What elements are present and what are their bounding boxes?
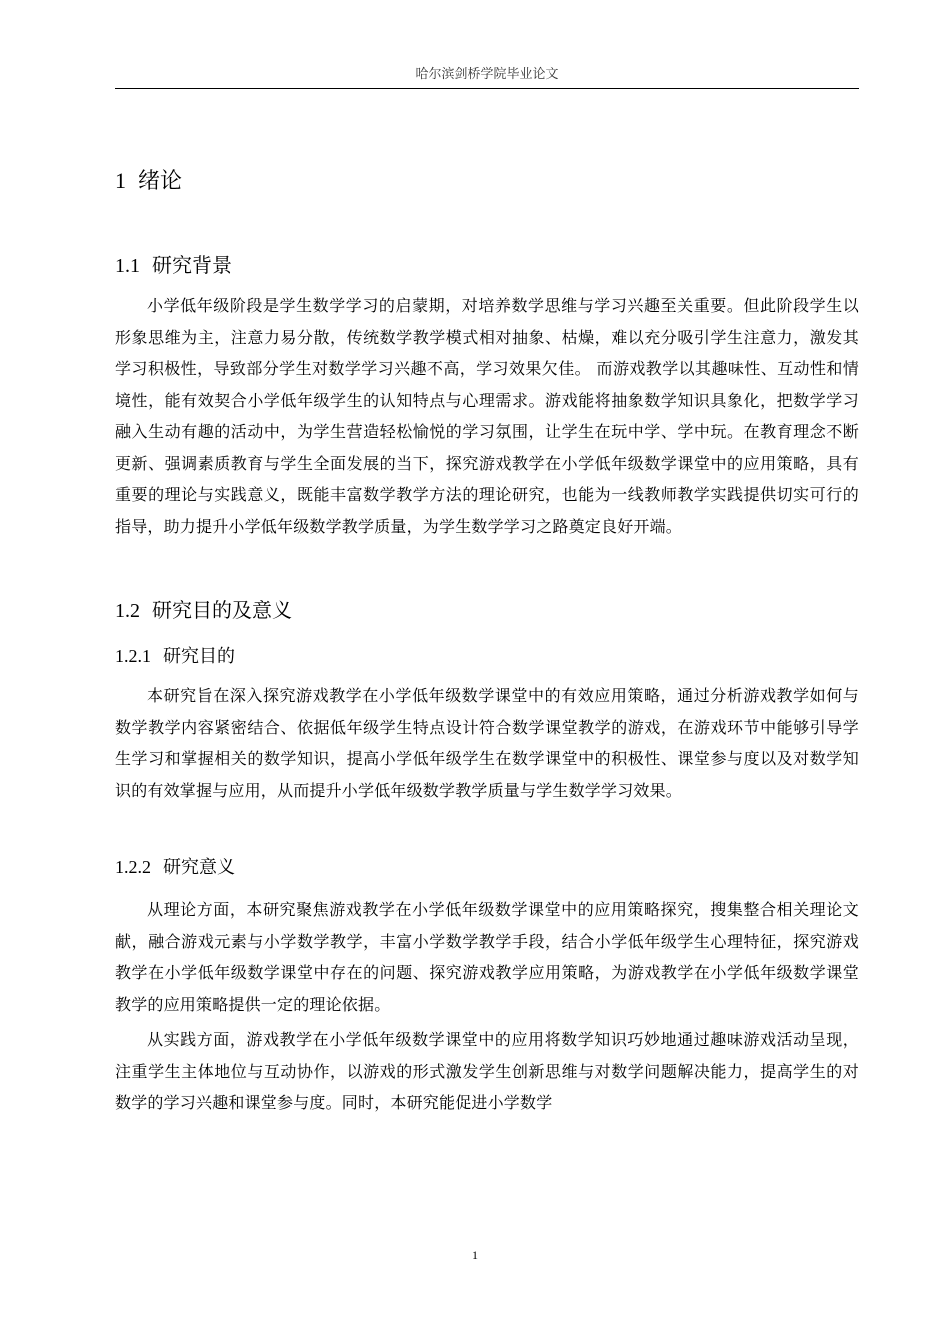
page-footer [0, 1248, 950, 1263]
heading-section-1-2-1 [115, 642, 235, 668]
heading-number: 1.2.1 [115, 646, 151, 666]
heading-number: 1.2.2 [115, 857, 151, 877]
paragraph-background: 小学低年级阶段是学生数学学习的启蒙期，对培养数学思维与学习兴趣至关重要。但此阶段学生以形象思维为主，注意力易分散，传统数学教学模式相对抽象、枯燥，难以充分吸引学生注意力，激发其学习积极性，导致部分学生对数学学习兴趣不高，学习效果欠佳。 而游戏教学以其趣味性、互动性和情境性，能有效契合小学低年级学生的认知特点与心理需求。游戏能将抽象数学知识具象化，把数学学习融入生动有趣的活动中，为学生营造轻松愉悦的学习氛围，让学生在玩中学、学中玩。在教育理念不断更新、强调素质教育与学生全面发展的当下，探究游戏教学在小学低年级数学课堂中的应用策略，具有重要的理论与实践意义，既能丰富数学教学方法的理论研究，也能为一线教师教学实践提供切实可行的指导，助力提升小学低年级数学教学质量，为学生数学学习之路奠定良好开端。 [115, 296, 859, 536]
paragraph-significance-practice: 从实践方面，游戏教学在小学低年级数学课堂中的应用将数学知识巧妙地通过趣味游戏活动呈现，注重学生主体地位与互动协作，以游戏的形式激发学生创新思维与对数学问题解决能力，提高学生的对数学的学习兴趣和课堂参与度。同时，本研究能促进小学数学 [115, 1030, 859, 1112]
heading-chapter-1 [115, 164, 182, 195]
heading-section-1-1 [115, 249, 232, 278]
paragraph-purpose: 本研究旨在深入探究游戏教学在小学低年级数学课堂中的有效应用策略，通过分析游戏教学如何与数学教学内容紧密结合、依据低年级学生特点设计符合数学课堂教学的游戏，在游戏环节中能够引导学生学习和掌握相关的数学知识，提高小学低年级学生在数学课堂中的积极性、课堂参与度以及对数学知识的有效掌握与应用，从而提升小学低年级数学教学质量与学生数学学习效果。 [115, 686, 859, 800]
header-title: 哈尔滨剑桥学院毕业论文 [415, 67, 559, 82]
heading-number: 1 [115, 168, 126, 193]
heading-title: 研究意义 [163, 857, 235, 878]
heading-number: 1.1 [115, 255, 140, 277]
page-header [115, 62, 859, 89]
heading-title: 研究目的 [163, 646, 235, 667]
paragraph-significance-theory: 从理论方面，本研究聚焦游戏教学在小学低年级数学课堂中的应用策略探究，搜集整合相关理论文献，融合游戏元素与小学数学教学，丰富小学数学教学手段，结合小学低年级学生心理特征，探究游戏教学在小学低年级数学课堂中存在的问题、探究游戏教学应用策略，为游戏教学在小学低年级数学课堂教学的应用策略提供一定的理论依据。 [115, 900, 859, 1014]
page-number: 1 [472, 1248, 478, 1262]
heading-number: 1.2 [115, 600, 140, 622]
heading-section-1-2-2 [115, 853, 235, 879]
heading-title: 研究目的及意义 [152, 598, 292, 622]
heading-section-1-2 [115, 594, 292, 623]
heading-title: 研究背景 [152, 253, 232, 277]
heading-title: 绪论 [138, 169, 183, 194]
